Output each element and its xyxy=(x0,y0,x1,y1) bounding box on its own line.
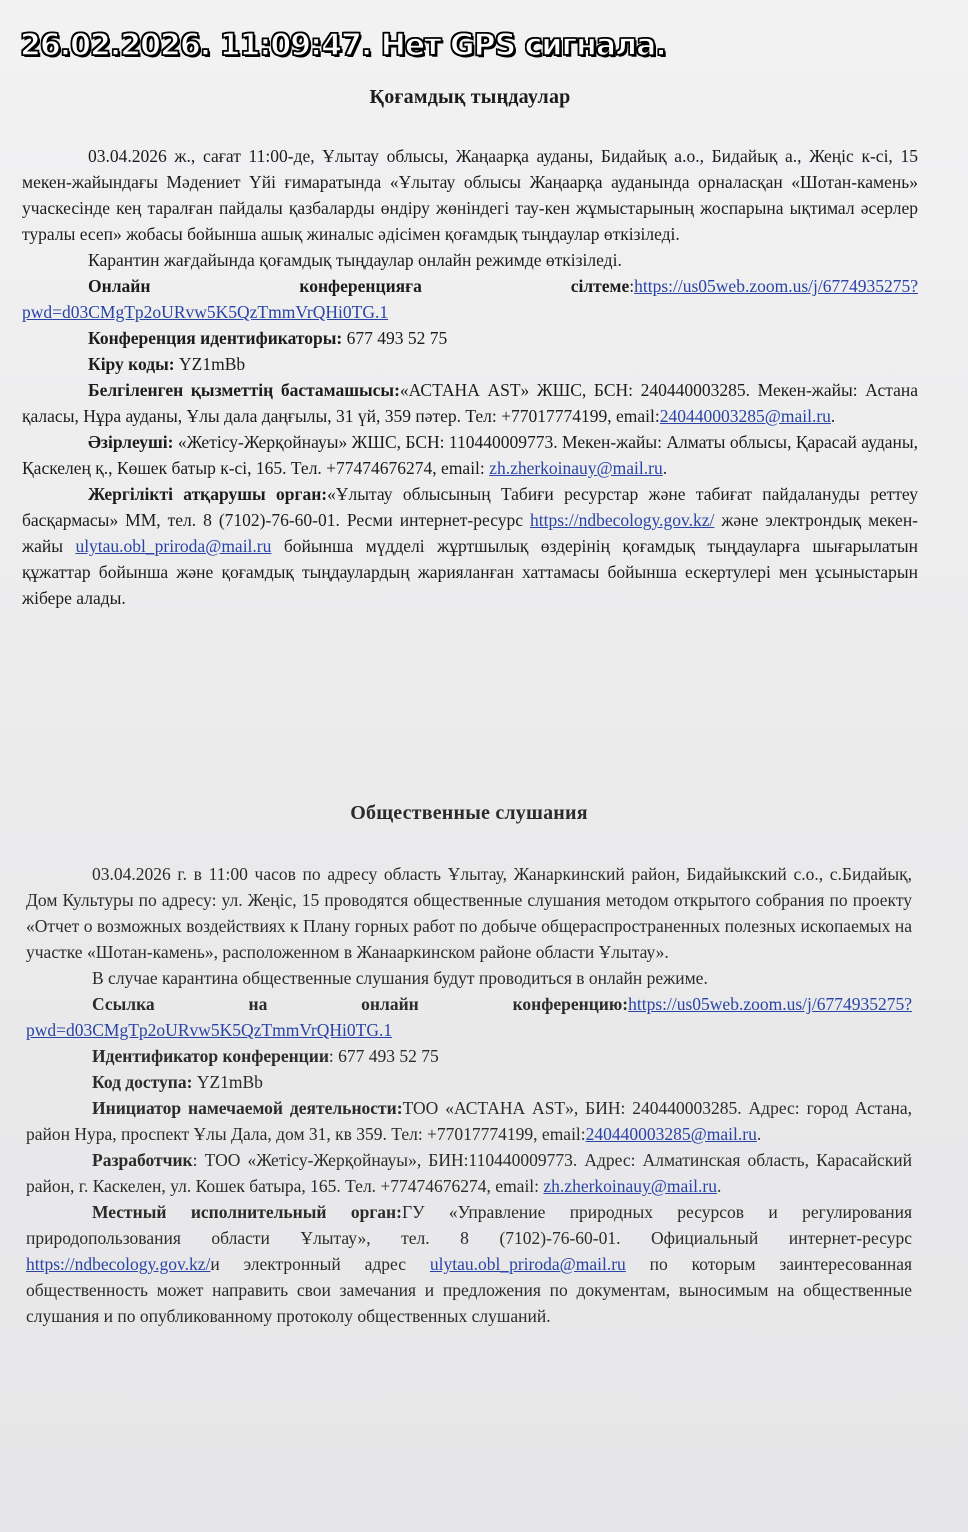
timestamp-overlay: 26.02.2026. 11:09:47. Нет GPS сигнала. xyxy=(20,28,666,63)
russian-developer: Разработчик: ТОО «Жетісу-Жерқойнауы», БИН:110440009773. Адрес: Алматинская область, Карасайский район, г. Каскелен, ул. Кошек батыра, 165. Тел. +77474676274, email: zh.zherkoinauy@mail.ru. xyxy=(26,1150,912,1196)
kazakh-local-label: Жергілікті атқарушы орган: xyxy=(88,484,328,504)
russian-local-authority xyxy=(26,1199,912,1329)
kazakh-local-text-1: «Ұлытау облысының Табиғи ресурстар және табиғат пайдалануды реттеу басқармасы» ММ, тел. 8 (7102)-76-60-01. Ресми интернет-ресурс xyxy=(22,484,919,530)
kazakh-developer-label: Әзірлеуші: xyxy=(88,432,174,452)
kazakh-link-label: Онлайн конференцияға сілтеме xyxy=(88,276,630,296)
kazakh-developer-email[interactable]: zh.zherkoinauy@mail.ru xyxy=(489,458,663,478)
russian-access-line xyxy=(26,1069,912,1095)
kazakh-title: Қоғамдық тыңдаулар xyxy=(369,86,571,108)
russian-title: Общественные слушания xyxy=(350,802,588,824)
russian-local-label: Местный исполнительный орган: xyxy=(92,1202,402,1222)
russian-access-code: YZ1mBb xyxy=(192,1072,263,1092)
kazakh-developer: Әзірлеуші: «Жетісу-Жерқойнауы» ЖШС, БСН: 110440009773. Мекен-жайы: Алматы облысы, Қарасай ауданы, Қаскелең қ., Көшек батыр к-сі, 165. Тел. +77474676274, email: zh.zherkoinauy@mail.ru. xyxy=(22,432,918,478)
kazakh-initiator-text: «АСТАНА AST» ЖШС, БСН: 240440003285. Мекен-жайы: Астана қаласы, Нұра ауданы, Ұлы дала даңғылы, 31 үй, 359 пәтер. Тел: +77017774199, email: xyxy=(22,380,918,426)
kazakh-zoom-link[interactable]: https://us05web.zoom.us/j/6774935275?pwd=d03CMgTp2oURvw5K5QzTmmVrQHi0TG.1 xyxy=(22,276,918,322)
kazakh-local-site[interactable]: https://ndbecology.gov.kz/ xyxy=(529,510,715,530)
russian-local-site[interactable]: https://ndbecology.gov.kz/ xyxy=(26,1254,211,1274)
kazakh-link-line: Онлайн конференцияға сілтеме:https://us05web.zoom.us/j/6774935275?pwd=d03CMgTp2oURvw5K5QzTmmVrQHi0TG.1 xyxy=(22,276,918,322)
russian-local-email[interactable]: ulytau.obl_priroda@mail.ru xyxy=(429,1254,626,1274)
russian-local-text-1: ГУ «Управление природных ресурсов и регулирования природопользования области Ұлытау», тел. 8 (7102)-76-60-01. Официальный интернет-ресурс xyxy=(26,1202,912,1248)
kazakh-access-code: YZ1mBb xyxy=(179,354,246,374)
kazakh-initiator-label: Белгіленген қызметтің бастамашысы: xyxy=(88,380,400,400)
kazakh-access-label: Кіру коды: xyxy=(88,354,175,374)
russian-section xyxy=(26,802,912,1329)
russian-initiator-text: ТОО «АСТАНА AST», БИН: 240440003285. Адрес: город Астана, район Нура, проспект Ұлы Дала, дом 31, кв 359. Тел: +77017774199, email: xyxy=(26,1098,913,1144)
russian-link-line xyxy=(26,991,912,1043)
kazakh-local-authority xyxy=(22,481,918,611)
kazakh-conf-id-line xyxy=(22,325,918,351)
kazakh-local-text-3: бойынша мүдделі жұртшылық өздерінің қоғамдық тыңдауларға шығарылатын құжаттар бойынша және қоғамдық тыңдаулардың жарияланған хаттамасы бойынша ескертулері мен ұсыныстарын жібере алады. xyxy=(22,536,919,608)
russian-developer-label: Разработчик xyxy=(92,1150,193,1170)
russian-conf-id-line xyxy=(26,1043,912,1069)
russian-developer-text: : ТОО «Жетісу-Жерқойнауы», БИН:110440009773. Адрес: Алматинская область, Карасайский район, г. Каскелен, ул. Кошек батыра, 165. Тел. +77474676274, email: xyxy=(26,1150,912,1196)
russian-local-text-3: по которым заинтересованная общественность может направить свои замечания и предложения по документам, выносимым на общественные слушания и по опубликованному протоколу общественных слушаний. xyxy=(26,1254,913,1326)
kazakh-conf-id: 677 493 52 75 xyxy=(346,328,448,348)
russian-link-label: Ссылка на онлайн конференцию: xyxy=(92,994,629,1014)
kazakh-conf-id-label: Конференция идентификаторы: xyxy=(88,328,343,348)
russian-initiator-label: Инициатор намечаемой деятельности: xyxy=(92,1098,403,1118)
russian-conf-id-label: Идентификатор конференции xyxy=(92,1046,329,1066)
russian-local-text-2: и электронный адрес xyxy=(210,1254,407,1274)
russian-initiator-email[interactable]: 240440003285@mail.ru xyxy=(585,1124,757,1144)
russian-zoom-link[interactable]: https://us05web.zoom.us/j/6774935275?pwd=d03CMgTp2oURvw5K5QzTmmVrQHi0TG.1 xyxy=(26,994,912,1040)
russian-access-label: Код доступа: xyxy=(92,1072,193,1092)
kazakh-developer-text: «Жетісу-Жерқойнауы» ЖШС, БСН: 110440009773. Мекен-жайы: Алматы облысы, Қарасай ауданы, Қаскелең қ., Көшек батыр к-сі, 165. Тел. +77474676274, email: xyxy=(22,432,918,478)
kazakh-quarantine: Карантин жағдайында қоғамдық тыңдаулар онлайн режимде өткізіледі. xyxy=(88,250,622,270)
kazakh-access-line xyxy=(22,351,918,377)
kazakh-intro: 03.04.2026 ж., сағат 11:00-де, Ұлытау облысы, Жаңаарқа ауданы, Бидайық а.о., Бидайық а., Жеңіс к-сі, 15 мекен-жайындағы Мәдениет Үйі ғимаратында «Ұлытау облысы Жаңаарқа ауданында орналасқан «Шотан-камень» учаскесінде кең таралған пайдалы қазбаларды өндіру жөніндегі тау-кен жұмыстарының жоспарына ықтимал әсерлер туралы есеп» жобасы бойынша ашық жиналыс әдісімен қоғамдық тыңдаулар өткізіледі. xyxy=(22,146,918,244)
russian-initiator: Инициатор намечаемой деятельности:ТОО «АСТАНА AST», БИН: 240440003285. Адрес: город Астана, район Нура, проспект Ұлы Дала, дом 31, кв 359. Тел: +77017774199, email:240440003285@mail.ru. xyxy=(26,1098,913,1144)
kazakh-initiator-email[interactable]: 240440003285@mail.ru xyxy=(659,406,831,426)
kazakh-local-text-2: және электрондық мекен-жайы xyxy=(22,510,919,556)
russian-developer-email[interactable]: zh.zherkoinauy@mail.ru xyxy=(543,1176,717,1196)
kazakh-initiator: Белгіленген қызметтің бастамашысы:«АСТАНА AST» ЖШС, БСН: 240440003285. Мекен-жайы: Астана қаласы, Нұра ауданы, Ұлы дала даңғылы, 31 үй, 359 пәтер. Тел: +77017774199, email:240440003285@mail.ru. xyxy=(22,380,918,426)
russian-intro: 03.04.2026 г. в 11:00 часов по адресу область Ұлытау, Жанаркинский район, Бидайыкский с.о., с.Бидайық, Дом Культуры по адресу: ул. Жеңіс, 15 проводятся общественные слушания методом открытого собрания по проекту «Отчет о возможных воздействиях к Плану горных работ по добыче общераспространенных полезных ископаемых на участке «Шотан-камень», расположенном в Жанааркинском районе области Ұлытау». xyxy=(26,864,912,962)
kazakh-local-email[interactable]: ulytau.obl_priroda@mail.ru xyxy=(75,536,272,556)
russian-conf-id: : 677 493 52 75 xyxy=(328,1046,439,1066)
russian-quarantine: В случае карантина общественные слушания будут проводиться в онлайн режиме. xyxy=(92,968,708,988)
kazakh-section xyxy=(22,86,918,611)
